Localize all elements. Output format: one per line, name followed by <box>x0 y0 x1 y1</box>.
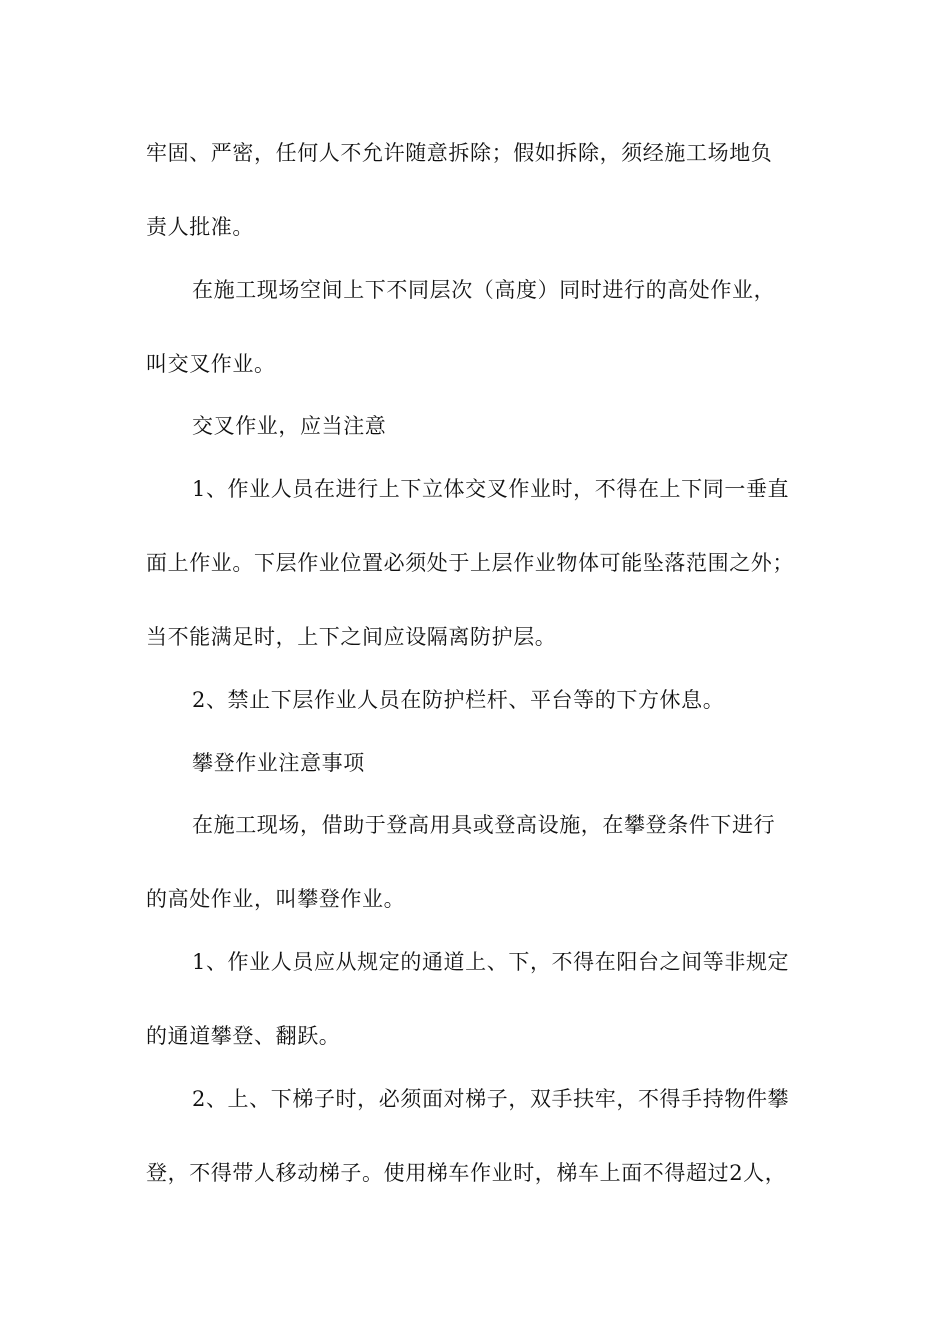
text-line: 的高处作业，叫攀登作业。 <box>146 887 406 911</box>
list-item-1: 1、作业人员在进行上下立体交叉作业时，不得在上下同一垂直 <box>192 477 790 501</box>
list-item-2: 2、禁止下层作业人员在防护栏杆、平台等的下方休息。 <box>192 688 725 712</box>
text-line: 当不能满足时，上下之间应设隔离防护层。 <box>146 625 557 649</box>
text-line: 叫交叉作业。 <box>146 352 276 376</box>
text-line: 面上作业。下层作业位置必须处于上层作业物体可能坠落范围之外； <box>146 551 794 575</box>
paragraph-start: 在施工现场空间上下不同层次（高度）同时进行的高处作业， <box>192 278 776 302</box>
text-line: 登，不得带人移动梯子。使用梯车作业时，梯车上面不得超过2人， <box>146 1161 787 1185</box>
section-heading: 交叉作业，应当注意 <box>192 414 387 438</box>
list-item-1: 1、作业人员应从规定的通道上、下，不得在阳台之间等非规定 <box>192 950 790 974</box>
text-line: 的通道攀登、翻跃。 <box>146 1024 341 1048</box>
paragraph-start: 在施工现场，借助于登高用具或登高设施，在攀登条件下进行 <box>192 813 776 837</box>
section-heading: 攀登作业注意事项 <box>192 751 365 775</box>
list-item-2: 2、上、下梯子时，必须面对梯子，双手扶牢，不得手持物件攀 <box>192 1087 790 1111</box>
text-line: 责人批准。 <box>146 215 254 239</box>
text-line: 牢固、严密，任何人不允许随意拆除；假如拆除，须经施工场地负 <box>146 141 773 165</box>
